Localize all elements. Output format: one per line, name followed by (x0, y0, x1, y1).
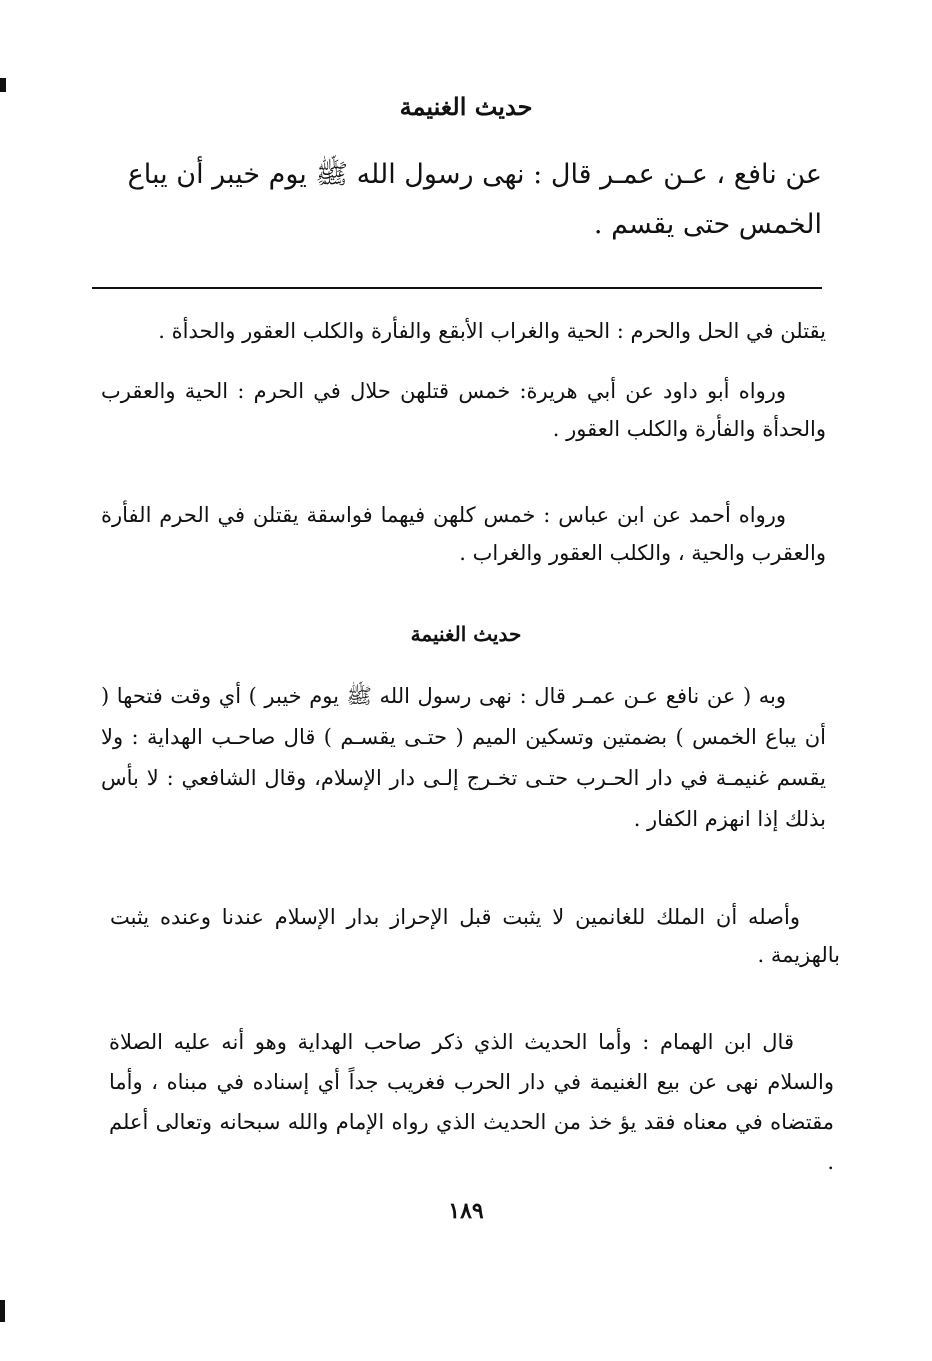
footnote-paragraph-3: ورواه أحمد عن ابن عباس : خمس كلهن فيهما فواسقة يقتلن في الحرم الفأرة والعقرب والحية ، والكلب العقور والغراب . (101, 503, 826, 565)
section-title-top: حديث الغنيمة (399, 92, 533, 121)
section-title-commentary: حديث الغنيمة (410, 622, 522, 646)
hadith-text: عن نافع ، عـن عمـر قال : نهى رسول الله ﷺ يوم خيبر أن يباع الخمس حتى يقسم . (127, 159, 822, 240)
footnote-divider (92, 287, 822, 289)
footnote-paragraph-2: ورواه أبو داود عن أبي هريرة: خمس قتلهن حلال في الحرم : الحية والعقرب والحدأة والفأرة والكلب العقور . (101, 379, 826, 441)
scan-edge-mark-bottom (0, 1300, 5, 1322)
page-number: ١٨٩ (448, 1198, 484, 1224)
commentary-paragraph-2: وأصله أن الملك للغانمين لا يثبت قبل الإحراز بدار الإسلام عندنا وعنده يثبت بالهزيمة . (110, 905, 840, 967)
commentary-paragraph-3: قال ابن الهمام : وأما الحديث الذي ذكر صاحب الهداية وهو أنه عليه الصلاة والسلام نهى عن بيع الغنيمة في دار الحرب فغريب جداً أي إسناده في مبناه ، وأما مقتضاه في معناه فقد يؤ خذ من الحديث الذي رواه الإمام والله سبحانه وتعالى أعلم . (109, 1030, 834, 1174)
commentary-paragraph-1: وبه ( عن نافع عـن عمـر قال : نهى رسول الله ﷺ يوم خيبر ) أي وقت فتحها ( أن يباع الخمس ) بضمتين وتسكين الميم ( حتـى يقسـم ) قال صاحـب الهداية : ولا يقسم غنيمـة في دار الحـرب حتـى تخـرج إلـى دار الإسلام، وقال الشافعي : لا بأس بذلك إذا انهزم الكفار . (101, 684, 826, 831)
footnote-paragraph-1: يقتلن في الحل والحرم : الحية والغراب الأبقع والفأرة والكلب العقور والحدأة . (158, 319, 826, 343)
scan-edge-mark-top (0, 78, 6, 92)
